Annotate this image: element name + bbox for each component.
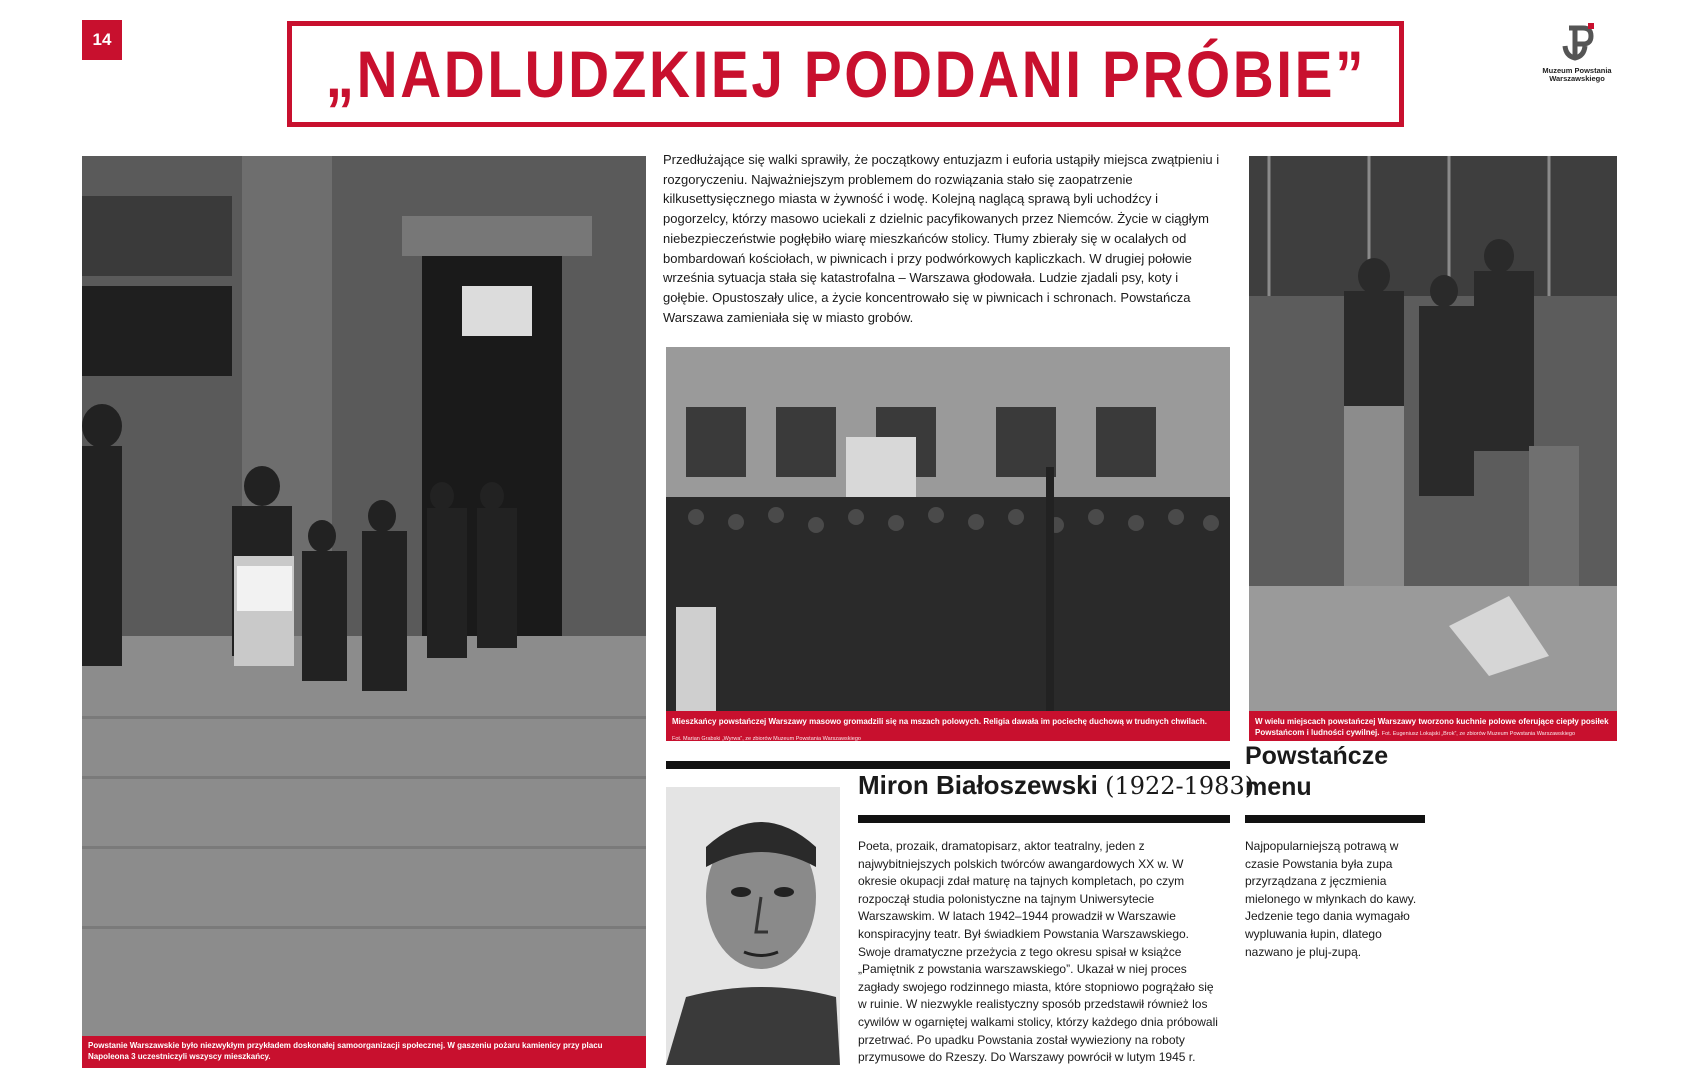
divider-middle-top	[666, 761, 1230, 769]
caption-left	[82, 1036, 646, 1077]
anchor-icon	[1535, 22, 1619, 62]
photo-crowd-scene	[666, 347, 1230, 711]
page-number: 14	[82, 20, 122, 60]
menu-heading-line2: menu	[1245, 773, 1312, 801]
caption-left-credit: Fot. Eugeniusz Lokajski „Brok”, ze zbiorów Muzeum Powstania Warszawskiego	[88, 1071, 282, 1077]
menu-heading	[1245, 741, 1388, 803]
caption-right-main: W wielu miejscach powstańczej Warszawy tworzono kuchnie polowe oferujące ciepły posiłek Powstańcom i ludności cywilnej.	[1255, 717, 1609, 737]
caption-middle	[666, 711, 1230, 741]
caption-right-credit: Fot. Eugeniusz Lokajski „Brok”, ze zbiorów Muzeum Powstania Warszawskiego	[1381, 731, 1576, 737]
bio-text: Poeta, prozaik, dramatopisarz, aktor teatralny, jeden z najwybitniejszych polskich twórców awangardowych XX w. W okresie okupacji zdał maturę na tajnych kompletach, po czym rozpoczął studia polonistyczne na tajnym Uniwersytecie Warszawskim. W latach 1942–1944 prowadził w Warszawie konspiracyjny teatr. Był świadkiem Powstania Warszawskiego. Swoje dramatyczne przeżycia z tego okresu spisał w książce „Pamiętnik z powstania warszawskiego”. Ukazał w niej proces zagłady swojego rodzinnego miasta, które stopniowo pogrążało się w ruinie. W niezwykle realistyczny sposób przedstawił również los cywilów w ogarniętej walkami stolicy, którzy każdego dnia próbowali przetrwać. Po upadku Powstania został wywieziony na roboty przymusowe do Rzeszy. Do Warszawy powrócił w lutym 1945 r.	[858, 839, 1218, 1065]
portrait-image	[666, 787, 840, 1065]
logo-text: Muzeum Powstania Warszawskiego	[1542, 66, 1612, 83]
caption-right-text	[1255, 716, 1611, 740]
photo-kitchen-scene	[1249, 156, 1617, 711]
divider-bio	[858, 815, 1230, 823]
photo-field-kitchen	[1249, 156, 1617, 737]
caption-middle-credit: Fot. Marian Grabski „Wyrwa”, ze zbiorów Muzeum Powstania Warszawskiego	[672, 736, 861, 742]
intro-paragraph: Przedłużające się walki sprawiły, że początkowy entuzjazm i euforia ustąpiły miejsca zwątpieniu i rozgoryczeniu. Najważniejszym problemem do rozwiązania stało się zaopatrzenie kilkusettysięcznego miasta w żywność i wodę. Kolejną naglącą sprawą byli uchodźcy i pogorzelcy, którzy masowo uciekali z dzielnic pacyfikowanych przez Niemców. Życie w ciągłym niebezpieczeństwie pogłębiło wiarę mieszkańców stolicy. Tłumy zbierały się w ocalałych od bombardowań kościołach, w piwnicach i przy podwórkowych kapliczkach. W drugiej połowie września sytuacja stała się katastrofalna – Warszawa głodowała. Ludzie zjadali psy, koty i gołębie. Opustoszały ulice, a życie koncentrowało się w piwnicach i schronach. Powstańcza Warszawa zamieniała się w miasto grobów.	[663, 152, 1220, 325]
museum-logo	[1535, 22, 1619, 92]
bio-heading	[858, 770, 1254, 801]
photo-street-scene	[82, 156, 646, 1036]
portrait-bialoszewski	[666, 787, 840, 1065]
menu-heading-line1: Powstańcze	[1245, 742, 1389, 770]
photo-firefighting	[82, 156, 646, 1077]
caption-right	[1249, 711, 1617, 741]
bio-years: (1922-1983)	[1105, 772, 1255, 800]
title-frame	[287, 21, 1404, 127]
photo-field-mass	[666, 347, 1230, 742]
caption-left-text: Powstanie Warszawskie było niezwykłym przykładem doskonałej samoorganizacji społecznej. W gaszeniu pożaru kamienicy przy placu Napoleona 3 uczestniczyli wszyscy mieszkańcy.	[88, 1041, 603, 1061]
menu-text: Najpopularniejszą potrawą w czasie Powstania była zupa przyrządzana z jęczmienia mielonego w młynkach do kawy. Jedzenie tego dania wymagało wypluwania łupin, dlatego nazwano je pluj-zupą.	[1245, 839, 1417, 959]
caption-middle-text: Mieszkańcy powstańczej Warszawy masowo gromadzili się na mszach polowych. Religia dawała im pociechę duchową w trudnych chwilach.	[672, 717, 1207, 726]
bio-name: Miron Białoszewski	[858, 770, 1098, 800]
page-title: „NADLUDZKIEJ PODDANI PRÓBIE”	[325, 37, 1366, 111]
divider-menu	[1245, 815, 1425, 823]
